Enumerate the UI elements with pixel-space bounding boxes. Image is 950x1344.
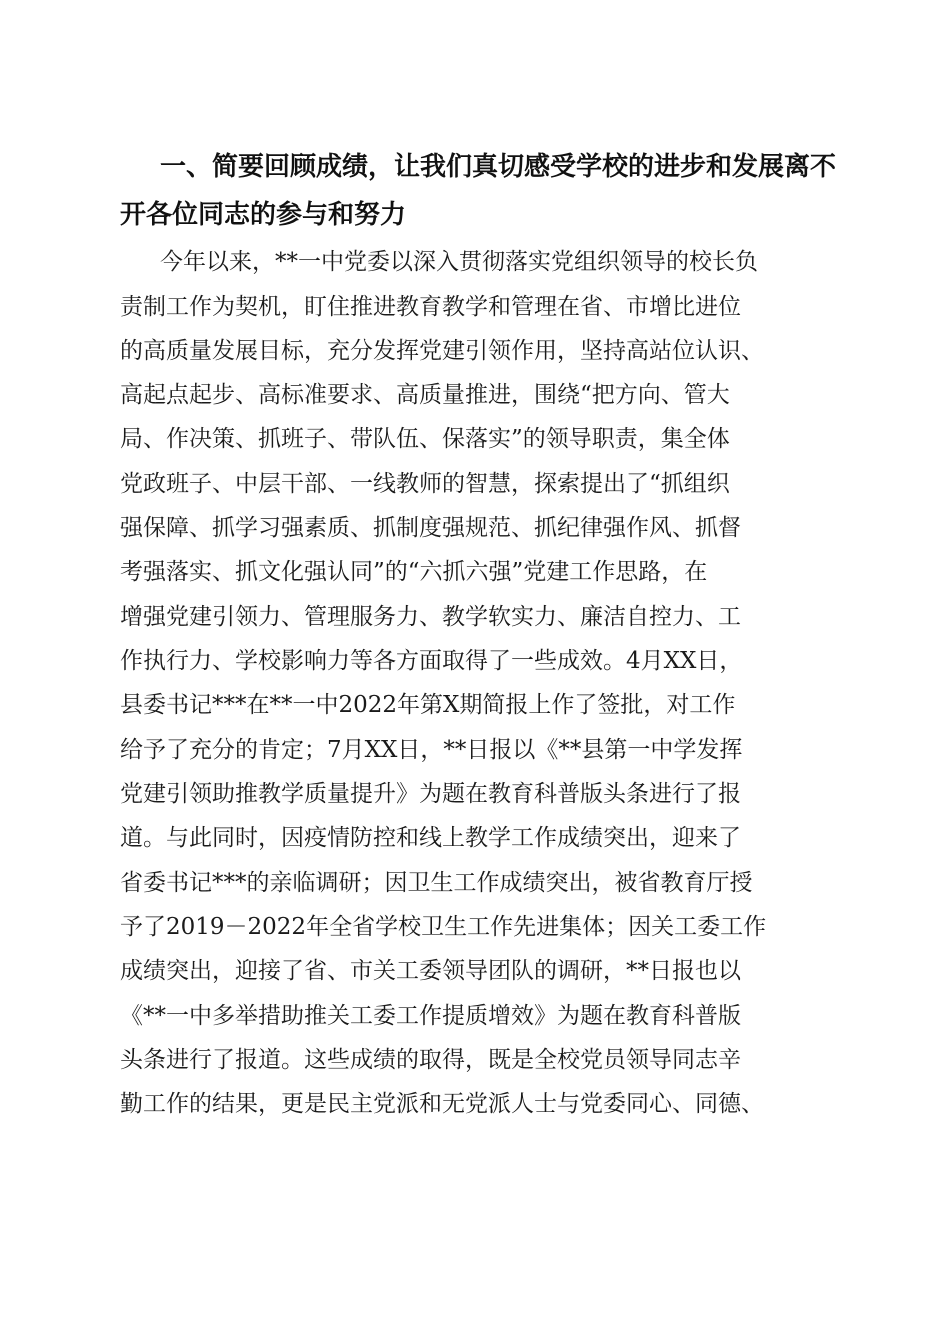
body-line: 高起点起步、高标准要求、高质量推进，围绕“把方向、管大 [120, 382, 730, 408]
body-line: 强保障、抓学习强素质、抓制度强规范、抓纪律强作风、抓督 [120, 515, 741, 541]
body-line: 省委书记***的亲临调研；因卫生工作成绩突出，被省教育厅授 [120, 870, 753, 896]
body-line: 党建引领助推教学质量提升》为题在教育科普版头条进行了报 [120, 781, 741, 807]
body-line: 今年以来，**一中党委以深入贯彻落实党组织领导的校长负 [160, 249, 758, 275]
body-line: 成绩突出，迎接了省、市关工委领导团队的调研，**日报也以 [120, 958, 741, 984]
body-line: 局、作决策、抓班子、带队伍、保落实”的领导职责，集全体 [120, 426, 730, 452]
body-line: 的高质量发展目标，充分发挥党建引领作用，坚持高站位认识、 [120, 338, 764, 364]
body-line: 《**一中多举措助推关工委工作提质增效》为题在教育科普版 [120, 1003, 741, 1029]
body-line: 给予了充分的肯定；7月XX日，**日报以《**县第一中学发挥 [120, 737, 743, 763]
body-line: 道。与此同时，因疫情防控和线上教学工作成绩突出，迎来了 [120, 825, 741, 851]
body-line: 党政班子、中层干部、一线教师的智慧，探索提出了“抓组织 [120, 471, 730, 497]
body-line: 头条进行了报道。这些成绩的取得，既是全校党员领导同志辛 [120, 1047, 741, 1073]
body-line: 作执行力、学校影响力等各方面取得了一些成效。4月XX日， [120, 648, 743, 674]
body-line: 勤工作的结果，更是民主党派和无党派人士与党委同心、同德、 [120, 1091, 764, 1117]
body-line: 考强落实、抓文化强认同”的“六抓六强”党建工作思路，在 [120, 559, 708, 585]
body-line: 予了2019－2022年全省学校卫生工作先进集体；因关工委工作 [120, 914, 767, 940]
body-line: 责制工作为契机，盯住推进教育教学和管理在省、市增比进位 [120, 294, 741, 320]
body-line: 县委书记***在**一中2022年第X期简报上作了签批，对工作 [120, 692, 736, 718]
body-line: 增强党建引领力、管理服务力、教学软实力、廉洁自控力、工 [120, 604, 741, 630]
section-heading-line-2: 开各位同志的参与和努力 [120, 200, 407, 230]
section-heading-line-1: 一、简要回顾成绩，让我们真切感受学校的进步和发展离不 [160, 152, 837, 182]
